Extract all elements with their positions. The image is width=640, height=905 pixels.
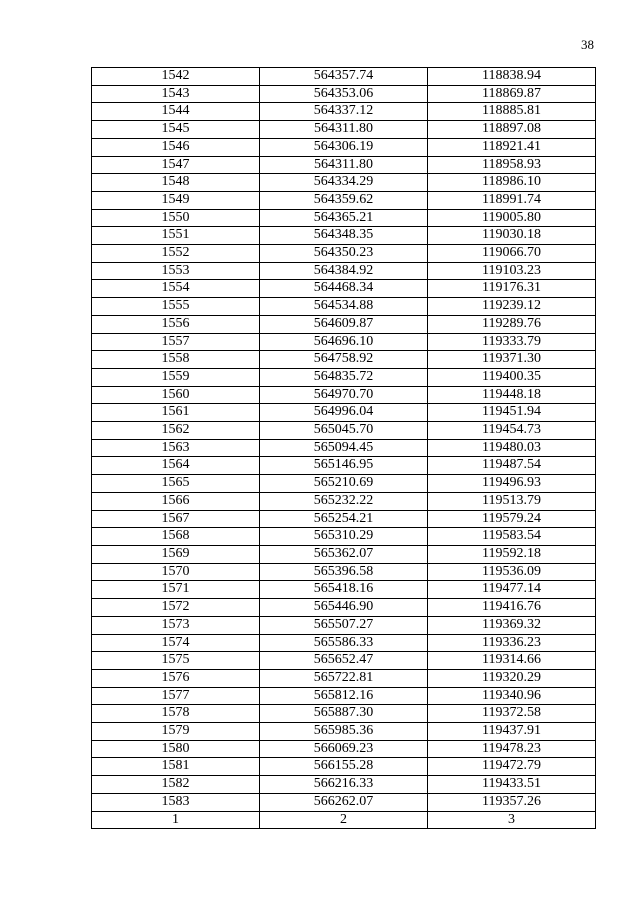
y-coordinate-cell: 119477.14: [428, 581, 596, 599]
point-number-cell: 1543: [92, 85, 260, 103]
y-coordinate-cell: 119176.31: [428, 280, 596, 298]
y-coordinate-cell: 119369.32: [428, 616, 596, 634]
x-coordinate-cell: 565985.36: [260, 723, 428, 741]
y-coordinate-cell: 119066.70: [428, 245, 596, 263]
table-row: [92, 705, 596, 723]
x-coordinate-cell: 565652.47: [260, 652, 428, 670]
y-coordinate-cell: 119454.73: [428, 422, 596, 440]
table-row: [92, 138, 596, 156]
table-row: [92, 758, 596, 776]
point-number-cell: 1567: [92, 510, 260, 528]
point-number-cell: 1566: [92, 492, 260, 510]
table-row: [92, 634, 596, 652]
point-number-cell: 1558: [92, 351, 260, 369]
table-row: [92, 652, 596, 670]
y-coordinate-cell: 119336.23: [428, 634, 596, 652]
point-number-cell: 1573: [92, 616, 260, 634]
point-number-cell: 1550: [92, 209, 260, 227]
x-coordinate-cell: 565812.16: [260, 687, 428, 705]
table-row: [92, 510, 596, 528]
table-row: [92, 528, 596, 546]
x-coordinate-cell: 564357.74: [260, 68, 428, 86]
table-row: [92, 227, 596, 245]
y-coordinate-cell: 119103.23: [428, 262, 596, 280]
table-row: [92, 103, 596, 121]
table-row: [92, 439, 596, 457]
x-coordinate-cell: 564609.87: [260, 315, 428, 333]
table-row: [92, 616, 596, 634]
point-number-cell: 1551: [92, 227, 260, 245]
table-row: [92, 687, 596, 705]
y-coordinate-cell: 119513.79: [428, 492, 596, 510]
x-coordinate-cell: 565887.30: [260, 705, 428, 723]
x-coordinate-cell: 564365.21: [260, 209, 428, 227]
y-coordinate-cell: 119437.91: [428, 723, 596, 741]
x-coordinate-cell: 566262.07: [260, 793, 428, 811]
x-coordinate-cell: 565396.58: [260, 563, 428, 581]
point-number-cell: 1578: [92, 705, 260, 723]
x-coordinate-cell: 564384.92: [260, 262, 428, 280]
y-coordinate-cell: 118958.93: [428, 156, 596, 174]
y-coordinate-cell: 118838.94: [428, 68, 596, 86]
coordinates-table-body: [92, 68, 596, 829]
x-coordinate-cell: 564835.72: [260, 368, 428, 386]
point-number-cell: 1547: [92, 156, 260, 174]
point-number-cell: 1576: [92, 669, 260, 687]
point-number-cell: 1553: [92, 262, 260, 280]
table-row: [92, 457, 596, 475]
table-row: [92, 545, 596, 563]
table-row: [92, 776, 596, 794]
x-coordinate-cell: 564996.04: [260, 404, 428, 422]
x-coordinate-cell: 564334.29: [260, 174, 428, 192]
point-number-cell: 1562: [92, 422, 260, 440]
point-number-cell: 1556: [92, 315, 260, 333]
table-row: [92, 351, 596, 369]
point-number-cell: 1572: [92, 599, 260, 617]
page-number: 38: [581, 37, 594, 52]
y-coordinate-cell: 119005.80: [428, 209, 596, 227]
table-row: [92, 492, 596, 510]
point-number-cell: 1549: [92, 191, 260, 209]
y-coordinate-cell: 119357.26: [428, 793, 596, 811]
point-number-cell: 1554: [92, 280, 260, 298]
point-number-cell: 1564: [92, 457, 260, 475]
x-coordinate-cell: 564311.80: [260, 156, 428, 174]
x-coordinate-cell: 565045.70: [260, 422, 428, 440]
point-number-cell: 1574: [92, 634, 260, 652]
y-coordinate-cell: 119314.66: [428, 652, 596, 670]
x-coordinate-cell: 566216.33: [260, 776, 428, 794]
point-number-cell: 1565: [92, 475, 260, 493]
point-number-cell: 1575: [92, 652, 260, 670]
y-coordinate-cell: 119371.30: [428, 351, 596, 369]
point-number-cell: 1557: [92, 333, 260, 351]
x-coordinate-cell: 564970.70: [260, 386, 428, 404]
point-number-cell: 1577: [92, 687, 260, 705]
point-number-cell: 1546: [92, 138, 260, 156]
x-coordinate-cell: 565722.81: [260, 669, 428, 687]
point-number-cell: 1555: [92, 298, 260, 316]
table-row: [92, 368, 596, 386]
y-coordinate-cell: 119030.18: [428, 227, 596, 245]
y-coordinate-cell: 119496.93: [428, 475, 596, 493]
y-coordinate-cell: 119472.79: [428, 758, 596, 776]
x-coordinate-cell: 564311.80: [260, 121, 428, 139]
table-row: [92, 669, 596, 687]
y-coordinate-cell: 119400.35: [428, 368, 596, 386]
x-coordinate-cell: 565094.45: [260, 439, 428, 457]
point-number-cell: 1542: [92, 68, 260, 86]
x-coordinate-cell: 566155.28: [260, 758, 428, 776]
x-coordinate-cell: 564306.19: [260, 138, 428, 156]
table-row: [92, 298, 596, 316]
x-coordinate-cell: 564337.12: [260, 103, 428, 121]
x-coordinate-cell: 565507.27: [260, 616, 428, 634]
x-coordinate-cell: 564350.23: [260, 245, 428, 263]
y-coordinate-cell: 119448.18: [428, 386, 596, 404]
table-row: [92, 723, 596, 741]
y-coordinate-cell: 119583.54: [428, 528, 596, 546]
point-number-cell: 1580: [92, 740, 260, 758]
table-row: [92, 404, 596, 422]
column-number-cell: 1: [92, 811, 260, 829]
y-coordinate-cell: 118897.08: [428, 121, 596, 139]
x-coordinate-cell: 564696.10: [260, 333, 428, 351]
y-coordinate-cell: 119320.29: [428, 669, 596, 687]
table-row: [92, 740, 596, 758]
y-coordinate-cell: 119239.12: [428, 298, 596, 316]
x-coordinate-cell: 566069.23: [260, 740, 428, 758]
table-row: [92, 68, 596, 86]
y-coordinate-cell: 119433.51: [428, 776, 596, 794]
table-row: [92, 280, 596, 298]
point-number-cell: 1583: [92, 793, 260, 811]
table-row: [92, 121, 596, 139]
x-coordinate-cell: 564468.34: [260, 280, 428, 298]
x-coordinate-cell: 565586.33: [260, 634, 428, 652]
y-coordinate-cell: 118869.87: [428, 85, 596, 103]
y-coordinate-cell: 119480.03: [428, 439, 596, 457]
point-number-cell: 1552: [92, 245, 260, 263]
table-row: [92, 85, 596, 103]
y-coordinate-cell: 118921.41: [428, 138, 596, 156]
point-number-cell: 1544: [92, 103, 260, 121]
table-row: [92, 599, 596, 617]
table-row: [92, 245, 596, 263]
point-number-cell: 1570: [92, 563, 260, 581]
point-number-cell: 1563: [92, 439, 260, 457]
point-number-cell: 1579: [92, 723, 260, 741]
table-row: [92, 333, 596, 351]
table-row: [92, 386, 596, 404]
x-coordinate-cell: 564758.92: [260, 351, 428, 369]
table-row: [92, 315, 596, 333]
y-coordinate-cell: 119289.76: [428, 315, 596, 333]
point-number-cell: 1568: [92, 528, 260, 546]
x-coordinate-cell: 565254.21: [260, 510, 428, 528]
point-number-cell: 1559: [92, 368, 260, 386]
x-coordinate-cell: 565362.07: [260, 545, 428, 563]
column-number-cell: 2: [260, 811, 428, 829]
y-coordinate-cell: 119372.58: [428, 705, 596, 723]
table-row: [92, 174, 596, 192]
y-coordinate-cell: 118991.74: [428, 191, 596, 209]
x-coordinate-cell: 565232.22: [260, 492, 428, 510]
y-coordinate-cell: 119416.76: [428, 599, 596, 617]
x-coordinate-cell: 565310.29: [260, 528, 428, 546]
point-number-cell: 1581: [92, 758, 260, 776]
y-coordinate-cell: 118885.81: [428, 103, 596, 121]
x-coordinate-cell: 565146.95: [260, 457, 428, 475]
table-row: [92, 209, 596, 227]
point-number-cell: 1561: [92, 404, 260, 422]
y-coordinate-cell: 119451.94: [428, 404, 596, 422]
x-coordinate-cell: 565418.16: [260, 581, 428, 599]
y-coordinate-cell: 118986.10: [428, 174, 596, 192]
y-coordinate-cell: 119340.96: [428, 687, 596, 705]
table-row: [92, 422, 596, 440]
x-coordinate-cell: 564534.88: [260, 298, 428, 316]
point-number-cell: 1548: [92, 174, 260, 192]
point-number-cell: 1582: [92, 776, 260, 794]
column-number-cell: 3: [428, 811, 596, 829]
y-coordinate-cell: 119333.79: [428, 333, 596, 351]
y-coordinate-cell: 119487.54: [428, 457, 596, 475]
point-number-cell: 1545: [92, 121, 260, 139]
table-row: [92, 156, 596, 174]
table-row: [92, 581, 596, 599]
x-coordinate-cell: 565210.69: [260, 475, 428, 493]
x-coordinate-cell: 564359.62: [260, 191, 428, 209]
y-coordinate-cell: 119579.24: [428, 510, 596, 528]
y-coordinate-cell: 119536.09: [428, 563, 596, 581]
x-coordinate-cell: 564353.06: [260, 85, 428, 103]
table-row: [92, 563, 596, 581]
y-coordinate-cell: 119592.18: [428, 545, 596, 563]
table-row: [92, 262, 596, 280]
point-number-cell: 1569: [92, 545, 260, 563]
coordinates-table: [91, 67, 596, 829]
table-row: [92, 475, 596, 493]
point-number-cell: 1571: [92, 581, 260, 599]
x-coordinate-cell: 565446.90: [260, 599, 428, 617]
x-coordinate-cell: 564348.35: [260, 227, 428, 245]
y-coordinate-cell: 119478.23: [428, 740, 596, 758]
column-number-row: [92, 811, 596, 829]
table-row: [92, 793, 596, 811]
table-row: [92, 191, 596, 209]
point-number-cell: 1560: [92, 386, 260, 404]
